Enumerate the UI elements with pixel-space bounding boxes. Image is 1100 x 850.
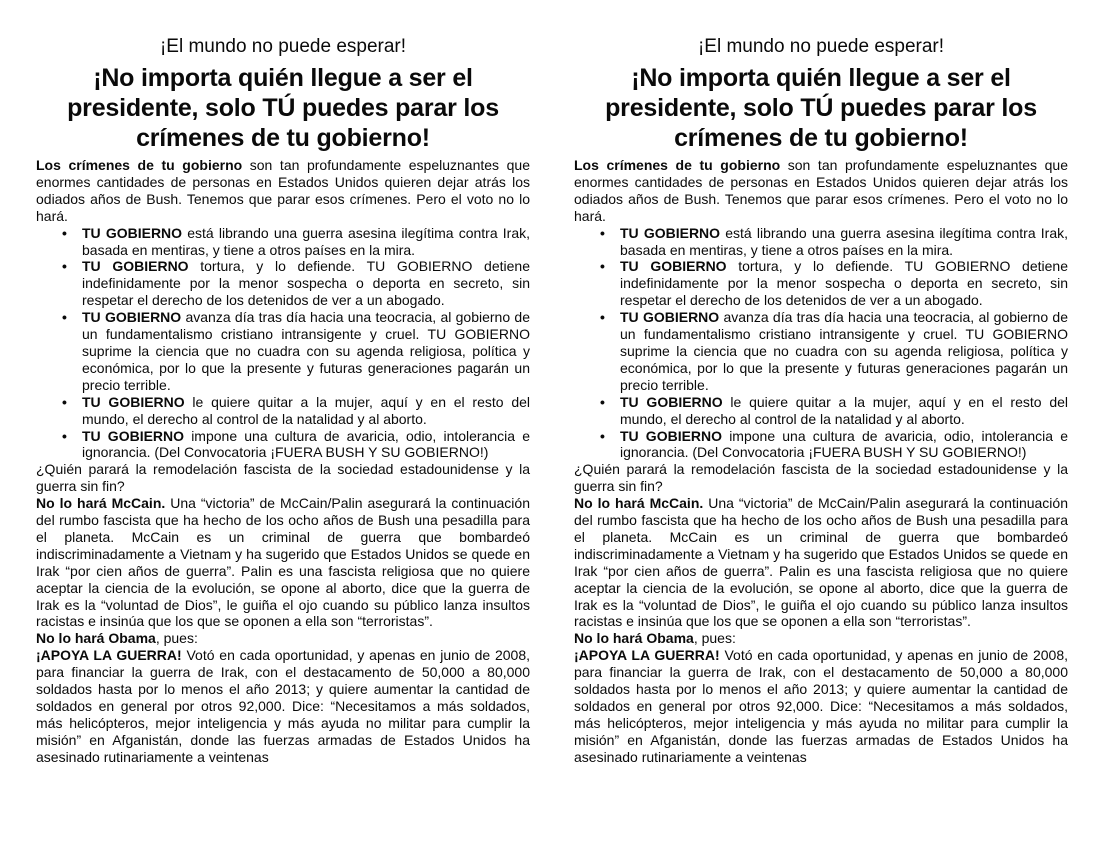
bullet-text: impone una cultura de avaricia, odio, intolerancia e ignorancia. (Del Convocatoria ¡FUERA BUSH Y SU GOBIERNO!) — [82, 427, 530, 461]
mccain-text: Una “victoria” de McCain/Palin asegurará la continuación del rumbo fascista que ha hecho de los ocho años de Bush una pesadilla para el planeta. McCain es un criminal de guerra que bombardeó indiscriminadamente a Vietnam y ha sugerido que Estados Unidos se quede en Irak “por cien años de guerra”. Palin es una fascista religiosa que no quiere aceptar la ciencia de la evolución, se opone al aborto, dice que la guerra de Irak es la “voluntad de Dios”, le guiña el ojo cuando su público lanza insultos racistas e insinúa que los que se oponen a ella son “terroristas”. — [36, 495, 530, 630]
obama-text: , pues: — [693, 630, 736, 647]
body-text — [36, 157, 530, 766]
body-text — [574, 157, 1068, 766]
bullet-lead: TU GOBIERNO — [82, 224, 183, 241]
apoya-paragraph — [36, 647, 530, 765]
bullet-lead: TU GOBIERNO — [620, 427, 723, 444]
mccain-paragraph — [574, 495, 1068, 630]
bullet-dot-icon: • — [62, 427, 67, 444]
bullet-dot-icon: • — [600, 393, 605, 410]
bullet-text: avanza día tras día hacia una teocracia, al gobierno de un fundamentalismo cristiano intransigente y cruel. TU GOBIERNO suprime la ciencia que no cuadra con su agenda religiosa, política y económica, por lo que la presente y futuras generaciones pagarán un precio terrible. — [620, 309, 1068, 393]
obama-paragraph — [36, 630, 530, 647]
bullet-dot-icon: • — [62, 258, 67, 275]
obama-paragraph — [574, 630, 1068, 647]
intro-text: son tan profundamente espeluznantes que enormes cantidades de personas en Estados Unidos quieren dejar atrás los odiados años de Bush. Tenemos que parar esos crímenes. Pero el voto no lo hará. — [36, 157, 530, 224]
bullet-item — [574, 428, 1068, 462]
bullet-dot-icon: • — [600, 427, 605, 444]
apoya-paragraph — [574, 647, 1068, 765]
bullet-lead: TU GOBIERNO — [620, 393, 723, 410]
apoya-text: Votó en cada oportunidad, y apenas en junio de 2008, para financiar la guerra de Irak, con el destacamento de 50,000 a 80,000 soldados hasta por lo menos el año 2013; y quiere aumentar la cantidad de soldados en general por otros 92,000. Dice: “Necesitamos a más soldados, más helicópteros, mejor inteligencia y más ayuda no militar para cumplir la misión” en Afganistán, donde las fuerzas armadas de Estados Unidos ha asesinado rutinariamente a veintenas — [36, 647, 530, 765]
bullet-lead: TU GOBIERNO — [620, 224, 721, 241]
headline — [574, 63, 1068, 153]
flyer-copy-right — [574, 34, 1068, 766]
bullet-item — [36, 394, 530, 428]
mccain-paragraph — [36, 495, 530, 630]
bullet-item — [574, 258, 1068, 309]
bullet-lead: TU GOBIERNO — [82, 309, 182, 326]
headline-line-3: crímenes de tu gobierno! — [136, 124, 430, 152]
headline-line-1: ¡No importa quién llegue a ser el — [93, 64, 473, 92]
bullet-item — [36, 225, 530, 259]
apoya-lead: ¡APOYA LA GUERRA! — [36, 647, 182, 664]
bullet-dot-icon: • — [62, 393, 67, 410]
bullet-dot-icon: • — [62, 224, 67, 241]
bullet-text: le quiere quitar a la mujer, aquí y en el resto del mundo, el derecho al control de la natalidad y al aborto. — [82, 393, 530, 427]
bullet-item — [36, 258, 530, 309]
intro-paragraph — [574, 157, 1068, 225]
bullet-item — [574, 309, 1068, 394]
bullet-list — [574, 225, 1068, 462]
bullet-dot-icon: • — [600, 224, 605, 241]
mccain-lead: No lo hará McCain. — [36, 495, 166, 512]
bullet-lead: TU GOBIERNO — [82, 393, 185, 410]
bullet-text: está librando una guerra asesina ilegítima contra Irak, basada en mentiras, y tiene a otros países en la mira. — [620, 224, 1069, 258]
headline-line-3: crímenes de tu gobierno! — [674, 124, 968, 152]
kicker-line: ¡El mundo no puede esperar! — [697, 36, 945, 57]
bullet-text: le quiere quitar a la mujer, aquí y en el resto del mundo, el derecho al control de la natalidad y al aborto. — [620, 393, 1068, 427]
bullet-lead: TU GOBIERNO — [620, 309, 720, 326]
apoya-lead: ¡APOYA LA GUERRA! — [574, 647, 720, 664]
bullet-text: tortura, y lo defiende. TU GOBIERNO detiene indefinidamente por la menor sospecha o deporta en secreto, sin respetar el derecho de los detenidos de ver a un abogado. — [82, 258, 530, 309]
bullet-lead: TU GOBIERNO — [82, 258, 189, 275]
headline-line-1: ¡No importa quién llegue a ser el — [631, 64, 1011, 92]
kicker-line: ¡El mundo no puede esperar! — [159, 36, 407, 57]
mccain-lead: No lo hará McCain. — [574, 495, 704, 512]
mccain-text: Una “victoria” de McCain/Palin asegurará la continuación del rumbo fascista que ha hecho de los ocho años de Bush una pesadilla para el planeta. McCain es un criminal de guerra que bombardeó indiscriminadamente a Vietnam y ha sugerido que Estados Unidos se quede en Irak “por cien años de guerra”. Palin es una fascista religiosa que no quiere aceptar la ciencia de la evolución, se opone al aborto, dice que la guerra de Irak es la “voluntad de Dios”, le guiña el ojo cuando su público lanza insultos racistas e insinúa que los que se oponen a ella son “terroristas”. — [574, 495, 1068, 630]
headline-line-2: presidente, solo TÚ puedes parar los — [605, 94, 1037, 122]
question-paragraph: ¿Quién parará la remodelación fascista de la sociedad estadounidense y la guerra sin fin? — [36, 461, 530, 495]
bullet-item — [36, 428, 530, 462]
question-paragraph: ¿Quién parará la remodelación fascista de la sociedad estadounidense y la guerra sin fin? — [574, 461, 1068, 495]
bullet-text: tortura, y lo defiende. TU GOBIERNO detiene indefinidamente por la menor sospecha o deporta en secreto, sin respetar el derecho de los detenidos de ver a un abogado. — [620, 258, 1068, 309]
flyer-copy-left — [36, 34, 530, 766]
bullet-item — [574, 225, 1068, 259]
bullet-list — [36, 225, 530, 462]
bullet-dot-icon: • — [600, 309, 605, 326]
bullet-text: está librando una guerra asesina ilegítima contra Irak, basada en mentiras, y tiene a otros países en la mira. — [82, 224, 531, 258]
intro-lead: Los crímenes de tu gobierno — [36, 157, 243, 173]
obama-text: , pues: — [155, 630, 198, 647]
bullet-text: impone una cultura de avaricia, odio, intolerancia e ignorancia. (Del Convocatoria ¡FUERA BUSH Y SU GOBIERNO!) — [620, 427, 1068, 461]
obama-lead: No lo hará Obama — [36, 630, 156, 647]
intro-paragraph — [36, 157, 530, 225]
bullet-lead: TU GOBIERNO — [82, 427, 185, 444]
bullet-lead: TU GOBIERNO — [620, 258, 727, 275]
headline — [36, 63, 530, 153]
bullet-dot-icon: • — [600, 258, 605, 275]
bullet-dot-icon: • — [62, 309, 67, 326]
headline-line-2: presidente, solo TÚ puedes parar los — [67, 94, 499, 122]
intro-lead: Los crímenes de tu gobierno — [574, 157, 781, 173]
apoya-text: Votó en cada oportunidad, y apenas en junio de 2008, para financiar la guerra de Irak, con el destacamento de 50,000 a 80,000 soldados hasta por lo menos el año 2013; y quiere aumentar la cantidad de soldados en general por otros 92,000. Dice: “Necesitamos a más soldados, más helicópteros, mejor inteligencia y más ayuda no militar para cumplir la misión” en Afganistán, donde las fuerzas armadas de Estados Unidos ha asesinado rutinariamente a veintenas — [574, 647, 1068, 765]
obama-lead: No lo hará Obama — [574, 630, 694, 647]
bullet-text: avanza día tras día hacia una teocracia, al gobierno de un fundamentalismo cristiano intransigente y cruel. TU GOBIERNO suprime la ciencia que no cuadra con su agenda religiosa, política y económica, por lo que la presente y futuras generaciones pagarán un precio terrible. — [82, 309, 530, 393]
bullet-item — [36, 309, 530, 394]
intro-text: son tan profundamente espeluznantes que enormes cantidades de personas en Estados Unidos quieren dejar atrás los odiados años de Bush. Tenemos que parar esos crímenes. Pero el voto no lo hará. — [574, 157, 1068, 224]
bullet-item — [574, 394, 1068, 428]
